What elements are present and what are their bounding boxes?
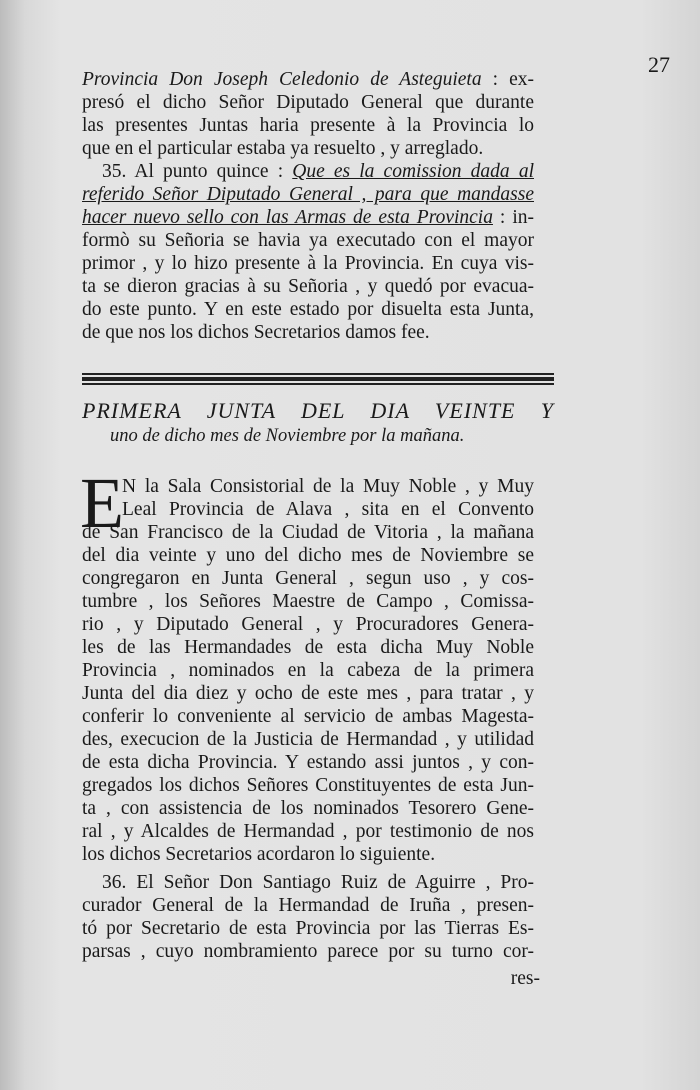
text-run: 36. El Señor Don Santiago Ruiz de Aguirre , Pro- bbox=[102, 872, 534, 893]
page-number: 27 bbox=[648, 52, 670, 77]
text-run: 35. Al punto quince : bbox=[102, 161, 293, 182]
text-run: del dia veinte y uno del dicho mes de Noviembre se bbox=[82, 545, 534, 566]
text-run: los dichos Secretarios acordaron lo siguiente. bbox=[82, 844, 436, 865]
text-line bbox=[82, 91, 534, 114]
heading-line-1: PRIMERA JUNTA DEL DIA VEINTE Y bbox=[82, 398, 554, 423]
text-line bbox=[82, 229, 534, 252]
text-line bbox=[82, 114, 534, 137]
text-line bbox=[82, 321, 534, 344]
text-run: conferir lo conveniente al servicio de ambas Magesta- bbox=[82, 706, 534, 727]
text-line bbox=[82, 871, 534, 894]
text-line bbox=[82, 298, 534, 321]
text-run: presó el dicho Señor Diputado General que durante bbox=[82, 92, 534, 113]
text-line bbox=[82, 705, 534, 728]
text-line bbox=[82, 498, 534, 521]
text-line bbox=[82, 636, 534, 659]
text-line bbox=[82, 567, 534, 590]
text-run: Junta del dia diez y ocho de este mes , para tratar , y bbox=[82, 683, 534, 704]
text-line bbox=[82, 206, 534, 229]
text-line bbox=[82, 843, 534, 866]
text-line bbox=[82, 682, 534, 705]
text-line bbox=[82, 797, 534, 820]
text-run: ta , con assistencia de los nominados Tesorero Gene- bbox=[82, 798, 534, 819]
text-line bbox=[82, 160, 534, 183]
text-line bbox=[82, 183, 534, 206]
text-line bbox=[82, 521, 534, 544]
text-run: : in- bbox=[492, 207, 534, 228]
text-line bbox=[82, 820, 534, 843]
text-run: curador General de la Hermandad de Iruña , presen- bbox=[82, 895, 534, 916]
text-run: ta se dieron gracias à su Señoria , y quedó por evacua- bbox=[82, 276, 534, 297]
text-run: formò su Señoria se havia ya executado con el mayor bbox=[82, 230, 534, 251]
paragraph-session-opening bbox=[82, 475, 534, 866]
paragraph-item-36 bbox=[82, 871, 534, 963]
text-line bbox=[82, 613, 534, 636]
catchword: res- bbox=[510, 968, 540, 989]
text-line bbox=[82, 751, 534, 774]
text-run: hacer nuevo sello con las Armas de esta Provincia bbox=[82, 207, 493, 228]
text-run: Que es la comission dada al bbox=[292, 161, 534, 182]
text-line bbox=[82, 894, 534, 917]
text-line bbox=[82, 917, 534, 940]
heading-line-2: uno de dicho mes de Noviembre por la mañana. bbox=[110, 426, 465, 446]
text-line bbox=[82, 275, 534, 298]
section-divider-rule bbox=[82, 373, 554, 385]
text-line bbox=[82, 252, 534, 275]
text-run: ral , y Alcaldes de Hermandad , por testimonio de nos bbox=[82, 821, 534, 842]
text-line bbox=[82, 728, 534, 751]
text-run: des, execucion de la Justicia de Hermandad , y utilidad bbox=[82, 729, 534, 750]
text-line bbox=[82, 940, 534, 963]
text-run: les de las Hermandades de esta dicha Muy Noble bbox=[82, 637, 534, 658]
text-run: : ex- bbox=[481, 69, 534, 90]
paragraph-continuation-and-item-35 bbox=[82, 68, 534, 344]
text-line bbox=[82, 774, 534, 797]
text-run: tó por Secretario de esta Provincia por las Tierras Es- bbox=[82, 918, 534, 939]
text-run: congregaron en Junta General , segun uso , y cos- bbox=[82, 568, 534, 589]
text-line bbox=[82, 68, 534, 91]
text-run: Provincia Don Joseph Celedonio de Asteguieta bbox=[82, 69, 482, 90]
text-run: primor , y lo hizo presente à la Provincia. En cuya vis- bbox=[82, 253, 534, 274]
text-run: N la Sala Consistorial de la Muy Noble , y Muy bbox=[122, 476, 534, 497]
text-run: gregados los dichos Señores Constituyentes de esta Jun- bbox=[82, 775, 534, 796]
text-run: de esta dicha Provincia. Y estando assi juntos , y con- bbox=[82, 752, 534, 773]
text-run: Leal Provincia de Alava , sita en el Convento bbox=[122, 499, 534, 520]
text-run: parsas , cuyo nombramiento parece por su turno cor- bbox=[82, 941, 534, 962]
text-run: rio , y Diputado General , y Procuradores Genera- bbox=[82, 614, 534, 635]
text-line bbox=[82, 544, 534, 567]
text-run: de San Francisco de la Ciudad de Vitoria , la mañana bbox=[82, 522, 534, 543]
section-heading bbox=[82, 398, 554, 447]
text-run: Provincia , nominados en la cabeza de la primera bbox=[82, 660, 534, 681]
text-line bbox=[82, 137, 534, 160]
text-run: de que nos los dichos Secretarios damos fee. bbox=[82, 322, 430, 343]
text-line bbox=[82, 659, 534, 682]
text-line bbox=[82, 590, 534, 613]
text-run: las presentes Juntas haria presente à la Provincia lo bbox=[82, 115, 534, 136]
text-run: do este punto. Y en este estado por disuelta esta Junta, bbox=[82, 299, 534, 320]
text-run: que en el particular estaba ya resuelto , y arreglado. bbox=[82, 138, 484, 159]
text-run: tumbre , los Señores Maestre de Campo , Comissa- bbox=[82, 591, 534, 612]
text-run: referido Señor Diputado General , para que mandasse bbox=[82, 184, 534, 205]
text-line bbox=[82, 475, 534, 498]
drop-cap-letter: E bbox=[80, 463, 124, 543]
